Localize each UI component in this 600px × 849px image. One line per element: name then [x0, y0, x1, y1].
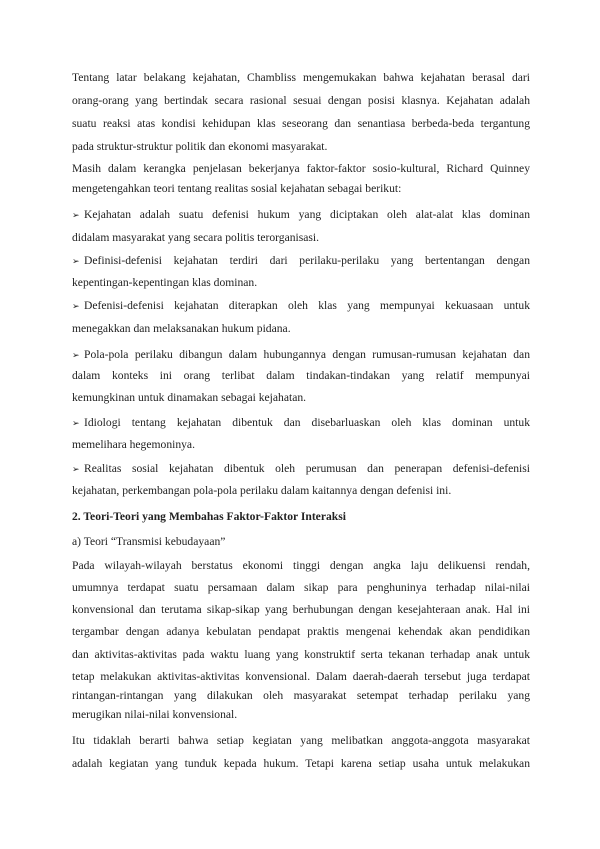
text: Realitas sosial kejahatan dibentuk oleh perumusan dan penerapan defenisi-defenisi: [84, 462, 530, 475]
text-line: didalam masyarakat yang secara politis terorganisasi.: [72, 231, 320, 244]
text-line: tergambar dengan adanya kebulatan pendapat praktis mengenai kehendak akan pendidikan: [72, 625, 530, 638]
text-line: dan aktivitas-aktivitas pada waktu luang yang konstruktif serta tekanan terhadap anak untuk: [72, 648, 530, 661]
text: Pola-pola perilaku dibangun dalam hubungannya dengan rumusan-rumusan kejahatan dan: [84, 348, 530, 361]
arrow-bullet-icon: ➢: [72, 257, 80, 267]
text-line: Pada wilayah-wilayah berstatus ekonomi tinggi dengan angka laju delikuensi rendah,: [72, 559, 530, 572]
text-line: mengetengahkan teori tentang realitas sosial kejahatan sebagai berikut:: [72, 182, 402, 195]
arrow-bullet-icon: ➢: [72, 351, 80, 361]
bullet-item: [72, 461, 530, 477]
text-line: suatu reaksi atas kondisi kehidupan klas seseorang dan senantiasa berbeda-beda tergantung: [72, 117, 530, 130]
arrow-bullet-icon: ➢: [72, 211, 80, 221]
text-line: dalam konteks ini orang terlibat dalam tindakan-tindakan yang relatif mempunyai: [72, 369, 530, 382]
text-line: umumnya terdapat suatu persamaan dalam sikap para penghuninya terhadap nilai-nilai: [72, 581, 530, 594]
text-line: konvensional dan terutama sikap-sikap yang berhubungan dengan kesejahteraan anak. Hal ini: [72, 603, 530, 616]
text-line: Itu tidaklah berarti bahwa setiap kegiatan yang melibatkan anggota-anggota masyarakat: [72, 734, 530, 747]
text-line: memelihara hegemoninya.: [72, 438, 195, 451]
bullet-item: [72, 298, 530, 314]
arrow-bullet-icon: ➢: [72, 465, 80, 475]
text-line: orang-orang yang bertindak secara rasional sesuai dengan posisi klasnya. Kejahatan adalah: [72, 94, 530, 107]
text-line: Tentang latar belakang kejahatan, Chambliss mengemukakan bahwa kejahatan berasal dari: [72, 71, 530, 84]
text-line: kemungkinan untuk dinamakan sebagai kejahatan.: [72, 391, 307, 404]
text-line: menegakkan dan melaksanakan hukum pidana.: [72, 322, 291, 335]
bullet-item: [72, 415, 530, 431]
subsection-heading: a) Teori “Transmisi kebudayaan”: [72, 535, 226, 548]
arrow-bullet-icon: ➢: [72, 419, 80, 429]
text-line: Masih dalam kerangka penjelasan bekerjanya faktor-faktor sosio-kultural, Richard Quinney: [72, 162, 530, 175]
bullet-item: [72, 253, 530, 269]
bullet-item: [72, 207, 530, 223]
text-line: rintangan-rintangan yang dilakukan oleh masyarakat setempat terhadap perilaku yang: [72, 689, 530, 702]
text: Kejahatan adalah suatu defenisi hukum yang diciptakan oleh alat-alat klas dominan: [84, 208, 530, 221]
text: Defenisi-defenisi kejahatan diterapkan oleh klas yang mempunyai kekuasaan untuk: [84, 299, 530, 312]
text-line: adalah kegiatan yang tunduk kepada hukum. Tetapi karena setiap usaha untuk melakukan: [72, 757, 530, 770]
arrow-bullet-icon: ➢: [72, 302, 80, 312]
bullet-item: [72, 347, 530, 363]
text-line: kejahatan, perkembangan pola-pola perilaku dalam kaitannya dengan defenisi ini.: [72, 484, 452, 497]
text-line: pada struktur-struktur politik dan ekonomi masyarakat.: [72, 140, 328, 153]
text: Idiologi tentang kejahatan dibentuk dan disebarluaskan oleh klas dominan untuk: [84, 416, 530, 429]
text-line: tetap melakukan aktivitas-aktivitas konvensional. Dalam daerah-daerah tersebut juga terdapat: [72, 670, 530, 683]
text: Definisi-defenisi kejahatan terdiri dari perilaku-perilaku yang bertentangan dengan: [84, 254, 530, 267]
section-heading: 2. Teori-Teori yang Membahas Faktor-Faktor Interaksi: [72, 510, 346, 523]
text-line: merugikan nilai-nilai konvensional.: [72, 708, 238, 721]
text-line: kepentingan-kepentingan klas dominan.: [72, 276, 258, 289]
